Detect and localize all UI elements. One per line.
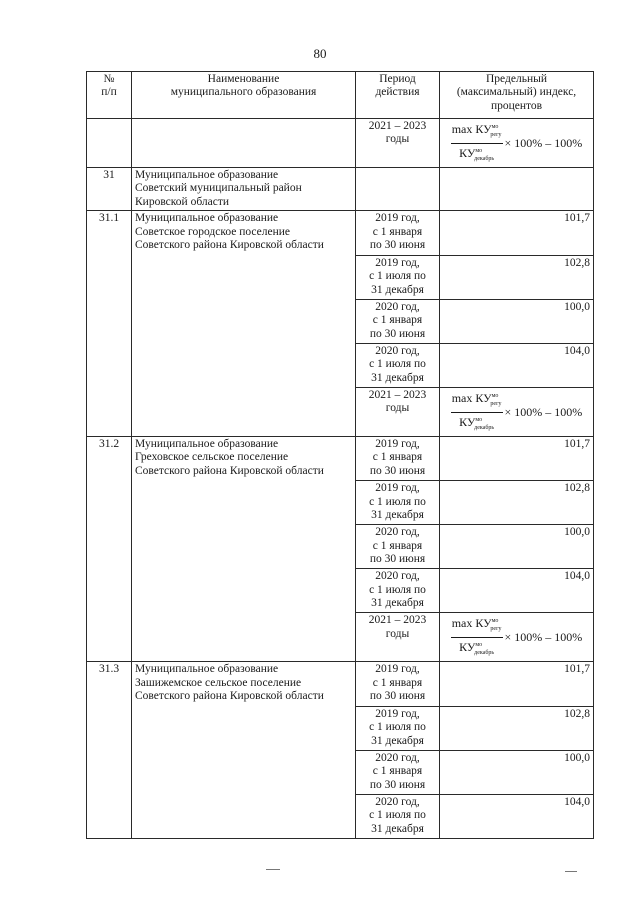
period-line: годы	[385, 627, 410, 640]
period-line: 2019 год,	[375, 212, 420, 225]
period-line: 2019 год,	[375, 482, 420, 495]
index-value: 104,0	[440, 343, 594, 387]
period-cell	[356, 794, 440, 838]
period-line: 31 декабря	[371, 509, 424, 522]
continued-period	[356, 119, 440, 168]
section-period	[356, 168, 440, 211]
period-line: с 1 января	[372, 451, 423, 464]
period-line: с 1 июля по	[369, 721, 426, 734]
index-value: 100,0	[440, 299, 594, 343]
period-line: с 1 июля по	[369, 270, 426, 283]
header-num-line: п/п	[101, 86, 117, 99]
index-value: 102,8	[440, 255, 594, 299]
page-number: 80	[313, 46, 327, 61]
period-cell	[356, 750, 440, 794]
period-line: 2019 год,	[375, 707, 420, 720]
header-num	[87, 72, 132, 119]
header-name	[132, 72, 356, 119]
index-value: 104,0	[440, 569, 594, 613]
period-line: по 30 июня	[369, 464, 426, 477]
municipality-name-line: Советского района Кировской области	[135, 239, 324, 252]
municipality-name-line: Греховское сельское поселение	[135, 451, 289, 464]
table-body	[87, 72, 594, 839]
formula-num-sup: мо	[491, 392, 499, 399]
period-cell	[356, 299, 440, 343]
formula-num-main: max КУ	[451, 390, 492, 405]
period-line: 2020 год,	[375, 300, 420, 313]
period-line: 31 декабря	[371, 822, 424, 835]
period-cell	[356, 706, 440, 750]
formula-denominator	[459, 413, 494, 435]
formula-denominator	[459, 144, 494, 166]
municipality-name	[132, 662, 356, 839]
period-line: с 1 января	[372, 765, 423, 778]
row-number: 31.2	[87, 436, 132, 662]
formula-den-sup: мо	[475, 148, 483, 154]
municipality-name-line: Советского района Кировской области	[135, 690, 324, 703]
period-line: 31 декабря	[371, 371, 424, 384]
index-value: 101,7	[440, 211, 594, 256]
continued-index	[440, 119, 594, 168]
index-value: 102,8	[440, 481, 594, 525]
period-line: 2020 год,	[375, 526, 420, 539]
header-period	[356, 72, 440, 119]
period-line: 2021 – 2023	[368, 120, 427, 132]
period-line: с 1 января	[372, 314, 423, 327]
table-row	[87, 436, 594, 481]
formula-numerator	[451, 390, 503, 413]
index-value: 101,7	[440, 662, 594, 707]
header-period-line: действия	[375, 86, 420, 99]
formula-den-sub: декабрь	[474, 424, 495, 431]
table-header-row	[87, 72, 594, 119]
header-period-line: Период	[379, 73, 416, 85]
period-cell	[356, 481, 440, 525]
period-cell	[356, 662, 440, 707]
formula-num-main: max КУ	[451, 616, 492, 631]
period-line: с 1 июля по	[369, 809, 426, 822]
row-number: 31.1	[87, 211, 132, 437]
period-line: 2021 – 2023	[368, 388, 427, 401]
formula-den-sup: мо	[475, 642, 483, 649]
index-cell	[440, 613, 594, 662]
period-line: с 1 января	[372, 539, 423, 552]
municipality-name-line: Муниципальное образование	[135, 437, 279, 450]
formula-numerator	[451, 615, 503, 638]
period-line: по 30 июня	[369, 778, 426, 791]
formula-den-sup: мо	[475, 416, 483, 423]
period-line: по 30 июня	[369, 239, 426, 252]
formula-den-main: КУ	[459, 146, 476, 160]
formula-num-sub: регу	[490, 400, 502, 407]
header-index-line: Предельный	[486, 73, 547, 85]
period-cell	[356, 255, 440, 299]
section-num: 31	[87, 168, 132, 211]
scan-mark	[565, 871, 577, 872]
period-line: 31 декабря	[371, 283, 424, 296]
period-cell	[356, 211, 440, 256]
period-line: 2020 год,	[375, 751, 420, 764]
formula-fraction	[451, 615, 503, 660]
municipality-name-line: Советского района Кировской области	[135, 464, 324, 477]
section-name-line: Муниципальное образование	[135, 169, 279, 181]
municipality-name-line: Муниципальное образование	[135, 212, 279, 225]
section-index	[440, 168, 594, 211]
formula-rest: × 100% – 100%	[504, 404, 583, 419]
formula-num-sub: регу	[490, 626, 502, 633]
table-row	[87, 211, 594, 256]
formula-rest: × 100% – 100%	[504, 630, 583, 645]
index-formula	[443, 614, 590, 660]
period-line: 2019 год,	[375, 663, 420, 676]
period-line: по 30 июня	[369, 553, 426, 566]
tariff-index-table	[86, 71, 594, 839]
header-name-line: муниципального образования	[170, 86, 317, 99]
header-index	[440, 72, 594, 119]
municipality-name-line: Зашижемское сельское поселение	[135, 676, 302, 689]
formula-den-sub: декабрь	[474, 156, 495, 162]
period-line: 31 декабря	[371, 597, 424, 610]
period-cell	[356, 613, 440, 662]
header-name-line: Наименование	[207, 73, 280, 85]
section-row	[87, 168, 594, 211]
section-name	[132, 168, 356, 211]
period-line: с 1 июля по	[369, 583, 426, 596]
index-value: 100,0	[440, 525, 594, 569]
formula-fraction	[451, 390, 503, 435]
period-line: 31 декабря	[371, 734, 424, 747]
period-line: по 30 июня	[369, 327, 426, 340]
period-cell	[356, 436, 440, 481]
municipality-name	[132, 211, 356, 437]
formula-den-main: КУ	[459, 414, 476, 429]
formula-numerator	[451, 121, 503, 144]
period-cell	[356, 569, 440, 613]
header-index-line: (максимальный) индекс,	[456, 86, 577, 99]
formula-denominator	[459, 638, 494, 660]
period-line: по 30 июня	[369, 690, 426, 703]
index-value: 104,0	[440, 794, 594, 838]
period-line: годы	[385, 402, 410, 415]
index-cell	[440, 387, 594, 436]
index-value: 100,0	[440, 750, 594, 794]
continued-num	[87, 119, 132, 168]
municipality-name-line: Советское городское поселение	[135, 225, 291, 238]
header-num-line: №	[103, 73, 115, 85]
formula-fraction	[451, 121, 503, 166]
period-cell	[356, 525, 440, 569]
period-line: с 1 января	[372, 225, 423, 238]
period-line: 2020 год,	[375, 570, 420, 583]
index-value: 102,8	[440, 706, 594, 750]
period-line: 2019 год,	[375, 437, 420, 450]
period-line: 2019 год,	[375, 256, 420, 269]
header-index-line: процентов	[490, 99, 543, 112]
index-value: 101,7	[440, 436, 594, 481]
period-cell	[356, 343, 440, 387]
formula-num-sub: регу	[490, 132, 502, 138]
period-line: с 1 июля по	[369, 495, 426, 508]
formula-den-main: КУ	[459, 640, 476, 655]
index-formula	[443, 120, 590, 166]
period-line: 2020 год,	[375, 795, 420, 808]
formula-den-sub: декабрь	[474, 650, 495, 657]
formula-num-main: max КУ	[451, 122, 492, 136]
continued-name	[132, 119, 356, 168]
table-row	[87, 662, 594, 707]
continued-row	[87, 119, 594, 168]
index-formula	[443, 389, 590, 435]
section-name-line: Советский муниципальный район	[135, 182, 302, 195]
municipality-name	[132, 436, 356, 662]
section-name-line: Кировской области	[135, 195, 230, 208]
period-line: годы	[385, 133, 410, 146]
period-line: с 1 января	[372, 676, 423, 689]
period-line: 2021 – 2023	[368, 614, 427, 627]
formula-num-sup: мо	[491, 618, 499, 625]
formula-rest: × 100% – 100%	[504, 135, 583, 150]
municipality-name-line: Муниципальное образование	[135, 663, 279, 676]
period-cell	[356, 387, 440, 436]
row-number: 31.3	[87, 662, 132, 839]
scan-mark	[266, 869, 280, 870]
formula-num-sup: мо	[491, 124, 499, 130]
period-line: 2020 год,	[375, 344, 420, 357]
period-line: с 1 июля по	[369, 358, 426, 371]
